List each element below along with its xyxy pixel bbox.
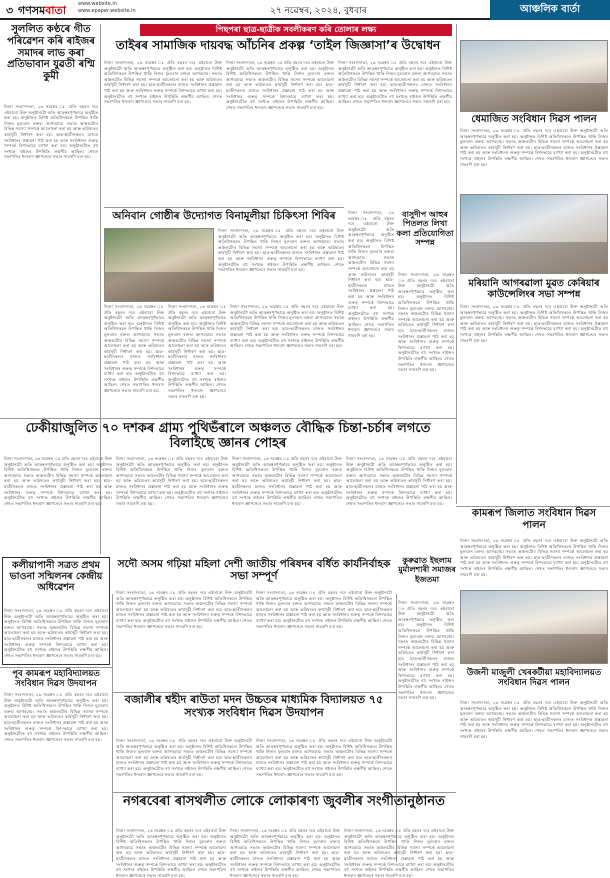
nagar-body-3: নিজা সংবাদদাতা, ২৬ নৱেম্বৰ ঃ প্ৰতি বছৰৰ দৰে এইবাৰো উক্ত অনুষ্ঠানটো অতি আড়ম্বৰপূৰ্ণভাৱে অনুষ্ঠিত কৰা হয়। অনুষ্ঠানত বিশিষ্ট অতিথিসকলে উপস্থিত থাকি নিজৰ মূল্যবান বক্তব্য আগবঢ়ায়। সভাত অঞ্চলটোৰ বিভিন্ন সমস্যা সম্পৰ্কে আলোচনা কৰা হয় আৰু ভৱিষ্যতৰ কাৰ্যসূচী নিৰ্ধাৰণ কৰা হয়। ছাত্ৰ-ছাত্ৰীসকলৰ মাজত সংবিধানৰ প্ৰস্তাৱনা পাঠ কৰা হয় আৰু সংবিধানৰ গুৰুত্ব সম্পৰ্কে বিশদভাৱে ব্যাখ্যা কৰা হয়। অনুষ্ঠানটোত বহু সংখ্যক ৰাইজৰ উপস্থিতি লক্ষণীয় আছিল। শেষত সভাপতিৰ ধন্যবাদ জ্ঞাপনেৰে সভাৰ সামৰণি মৰা হয়। <box>344 828 454 878</box>
main-body-2: নিজা সংবাদদাতা, ২৬ নৱেম্বৰ ঃ প্ৰতি বছৰৰ দৰে এইবাৰো উক্ত অনুষ্ঠানটো অতি আড়ম্বৰপূৰ্ণভাৱে অনুষ্ঠিত কৰা হয়। অনুষ্ঠানত বিশিষ্ট অতিথিসকলে উপস্থিত থাকি নিজৰ মূল্যবান বক্তব্য আগবঢ়ায়। সভাত অঞ্চলটোৰ বিভিন্ন সমস্যা সম্পৰ্কে আলোচনা কৰা হয় আৰু ভৱিষ্যতৰ কাৰ্যসূচী নিৰ্ধাৰণ কৰা হয়। ছাত্ৰ-ছাত্ৰীসকলৰ মাজত সংবিধানৰ প্ৰস্তাৱনা পাঠ কৰা হয় আৰু সংবিধানৰ গুৰুত্ব সম্পৰ্কে বিশদভাৱে ব্যাখ্যা কৰা হয়। অনুষ্ঠানটোত বহু সংখ্যক ৰাইজৰ উপস্থিতি লক্ষণীয় আছিল। শেষত সভাপতিৰ ধন্যবাদ জ্ঞাপনেৰে সভাৰ সামৰণি মৰা হয়। <box>226 60 334 110</box>
nagar-body-2: নিজা সংবাদদাতা, ২৬ নৱেম্বৰ ঃ প্ৰতি বছৰৰ দৰে এইবাৰো উক্ত অনুষ্ঠানটো অতি আড়ম্বৰপূৰ্ণভাৱে অনুষ্ঠিত কৰা হয়। অনুষ্ঠানত বিশিষ্ট অতিথিসকলে উপস্থিত থাকি নিজৰ মূল্যবান বক্তব্য আগবঢ়ায়। সভাত অঞ্চলটোৰ বিভিন্ন সমস্যা সম্পৰ্কে আলোচনা কৰা হয় আৰু ভৱিষ্যতৰ কাৰ্যসূচী নিৰ্ধাৰণ কৰা হয়। ছাত্ৰ-ছাত্ৰীসকলৰ মাজত সংবিধানৰ প্ৰস্তাৱনা পাঠ কৰা হয় আৰু সংবিধানৰ গুৰুত্ব সম্পৰ্কে বিশদভাৱে ব্যাখ্যা কৰা হয়। অনুষ্ঠানটোত বহু সংখ্যক ৰাইজৰ উপস্থিতি লক্ষণীয় আছিল। শেষত সভাপতিৰ ধন্যবাদ জ্ঞাপনেৰে সভাৰ সামৰণি মৰা হয়। <box>230 828 340 878</box>
purba-headline: পূব কামৰূপ মহাবিদ্যালয়ত সংবিধান দিৱস উদযাপন <box>12 669 100 690</box>
kurmi-body: নিজা সংবাদদাতা, ২৬ নৱেম্বৰ ঃ প্ৰতি বছৰৰ দৰে এইবাৰো উক্ত অনুষ্ঠানটো অতি আড়ম্বৰপূৰ্ণভাৱে অনুষ্ঠিত কৰা হয়। অনুষ্ঠানত বিশিষ্ট অতিথিসকলে উপস্থিত থাকি নিজৰ মূল্যবান বক্তব্য আগবঢ়ায়। সভাত অঞ্চলটোৰ বিভিন্ন সমস্যা সম্পৰ্কে আলোচনা কৰা হয় আৰু ভৱিষ্যতৰ কাৰ্যসূচী নিৰ্ধাৰণ কৰা হয়। ছাত্ৰ-ছাত্ৰীসকলৰ মাজত সংবিধানৰ প্ৰস্তাৱনা পাঠ কৰা হয় আৰু সংবিধানৰ গুৰুত্ব সম্পৰ্কে বিশদভাৱে ব্যাখ্যা কৰা হয়। অনুষ্ঠানটোত বহু সংখ্যক ৰাইজৰ উপস্থিতি লক্ষণীয় আছিল। শেষত সভাপতিৰ ধন্যবাদ জ্ঞাপনেৰে সভাৰ সামৰণি মৰা হয়। <box>398 600 454 701</box>
kali-body: নিজা সংবাদদাতা, ২৬ নৱেম্বৰ ঃ প্ৰতি বছৰৰ দৰে এইবাৰো উক্ত অনুষ্ঠানটো অতি আড়ম্বৰপূৰ্ণভাৱে অনুষ্ঠিত কৰা হয়। অনুষ্ঠানত বিশিষ্ট অতিথিসকলে উপস্থিত থাকি নিজৰ মূল্যবান বক্তব্য আগবঢ়ায়। সভাত অঞ্চলটোৰ বিভিন্ন সমস্যা সম্পৰ্কে আলোচনা কৰা হয় আৰু ভৱিষ্যতৰ কাৰ্যসূচী নিৰ্ধাৰণ কৰা হয়। ছাত্ৰ-ছাত্ৰীসকলৰ মাজত সংবিধানৰ প্ৰস্তাৱনা পাঠ কৰা হয় আৰু সংবিধানৰ গুৰুত্ব সম্পৰ্কে বিশদভাৱে ব্যাখ্যা কৰা হয়। অনুষ্ঠানটোত বহু সংখ্যক ৰাইজৰ উপস্থিতি লক্ষণীয় আছিল। শেষত সভাপতিৰ ধন্যবাদ জ্ঞাপনেৰে সভাৰ সামৰণি মৰা হয়। <box>4 608 108 658</box>
brand-logo <box>18 2 66 21</box>
bajali-body-1: নিজা সংবাদদাতা, ২৬ নৱেম্বৰ ঃ প্ৰতি বছৰৰ দৰে এইবাৰো উক্ত অনুষ্ঠানটো অতি আড়ম্বৰপূৰ্ণভাৱে অনুষ্ঠিত কৰা হয়। অনুষ্ঠানত বিশিষ্ট অতিথিসকলে উপস্থিত থাকি নিজৰ মূল্যবান বক্তব্য আগবঢ়ায়। সভাত অঞ্চলটোৰ বিভিন্ন সমস্যা সম্পৰ্কে আলোচনা কৰা হয় আৰু ভৱিষ্যতৰ কাৰ্যসূচী নিৰ্ধাৰণ কৰা হয়। ছাত্ৰ-ছাত্ৰীসকলৰ মাজত সংবিধানৰ প্ৰস্তাৱনা পাঠ কৰা হয় আৰু সংবিধানৰ গুৰুত্ব সম্পৰ্কে বিশদভাৱে ব্যাখ্যা কৰা হয়। অনুষ্ঠানটোত বহু সংখ্যক ৰাইজৰ উপস্থিতি লক্ষণীয় আছিল। শেষত সভাপতিৰ ধন্যবাদ জ্ঞাপনেৰে সভাৰ সামৰণি মৰা হয়। <box>116 738 252 777</box>
village-body-2: নিজা সংবাদদাতা, ২৬ নৱেম্বৰ ঃ প্ৰতি বছৰৰ দৰে এইবাৰো উক্ত অনুষ্ঠানটো অতি আড়ম্বৰপূৰ্ণভাৱে অনুষ্ঠিত কৰা হয়। অনুষ্ঠানত বিশিষ্ট অতিথিসকলে উপস্থিত থাকি নিজৰ মূল্যবান বক্তব্য আগবঢ়ায়। সভাত অঞ্চলটোৰ বিভিন্ন সমস্যা সম্পৰ্কে আলোচনা কৰা হয় আৰু ভৱিষ্যতৰ কাৰ্যসূচী নিৰ্ধাৰণ কৰা হয়। ছাত্ৰ-ছাত্ৰীসকলৰ মাজত সংবিধানৰ প্ৰস্তাৱনা পাঠ কৰা হয় আৰু সংবিধানৰ গুৰুত্ব সম্পৰ্কে বিশদভাৱে ব্যাখ্যা কৰা হয়। অনুষ্ঠানটোত বহু সংখ্যক ৰাইজৰ উপস্থিতি লক্ষণীয় আছিল। শেষত সভাপতিৰ ধন্যবাদ জ্ঞাপনেৰে সভাৰ সামৰণি মৰা হয়। <box>116 456 228 506</box>
village-body-4: নিজা সংবাদদাতা, ২৬ নৱেম্বৰ ঃ প্ৰতি বছৰৰ দৰে এইবাৰো উক্ত অনুষ্ঠানটো অতি আড়ম্বৰপূৰ্ণভাৱে অনুষ্ঠিত কৰা হয়। অনুষ্ঠানত বিশিষ্ট অতিথিসকলে উপস্থিত থাকি নিজৰ মূল্যবান বক্তব্য আগবঢ়ায়। সভাত অঞ্চলটোৰ বিভিন্ন সমস্যা সম্পৰ্কে আলোচনা কৰা হয় আৰু ভৱিষ্যতৰ কাৰ্যসূচী নিৰ্ধাৰণ কৰা হয়। ছাত্ৰ-ছাত্ৰীসকলৰ মাজত সংবিধানৰ প্ৰস্তাৱনা পাঠ কৰা হয় আৰু সংবিধানৰ গুৰুত্ব সম্পৰ্কে বিশদভাৱে ব্যাখ্যা কৰা হয়। অনুষ্ঠানটোত বহু সংখ্যক ৰাইজৰ উপস্থিতি লক্ষণীয় আছিল। শেষত সভাপতিৰ ধন্যবাদ জ্ঞাপনেৰে সভাৰ সামৰণি মৰা হয়। <box>346 456 452 506</box>
kali-headline: কলীয়াপানী সত্ৰত প্ৰথম ভাওনা সন্মিলনৰ কেন্দ্ৰীয় অধিৱেশন <box>9 560 103 594</box>
essay-body-2: নিজা সংবাদদাতা, ২৬ নৱেম্বৰ ঃ প্ৰতি বছৰৰ দৰে এইবাৰো উক্ত অনুষ্ঠানটো অতি আড়ম্বৰপূৰ্ণভাৱে অনুষ্ঠিত কৰা হয়। অনুষ্ঠানত বিশিষ্ট অতিথিসকলে উপস্থিত থাকি নিজৰ মূল্যবান বক্তব্য আগবঢ়ায়। সভাত অঞ্চলটোৰ বিভিন্ন সমস্যা সম্পৰ্কে আলোচনা কৰা হয় আৰু ভৱিষ্যতৰ কাৰ্যসূচী নিৰ্ধাৰণ কৰা হয়। ছাত্ৰ-ছাত্ৰীসকলৰ মাজত সংবিধানৰ প্ৰস্তাৱনা পাঠ কৰা হয় আৰু সংবিধানৰ গুৰুত্ব সম্পৰ্কে বিশদভাৱে ব্যাখ্যা কৰা হয়। অনুষ্ঠানটোত বহু সংখ্যক ৰাইজৰ উপস্থিতি লক্ষণীয় আছিল। শেষত সভাপতিৰ ধন্যবাদ জ্ঞাপনেৰে সভাৰ সামৰণি মৰা হয়। <box>398 272 454 373</box>
kamrup-photo <box>460 590 608 664</box>
mahila-headline: সদৌ অসম গঢ়িয়া মহিলা দেশী জাতীয় পৰিষদৰ বৰ্ধিত কাৰ্যনিৰ্বাহক সভা সম্পূৰ্ণ <box>117 558 391 583</box>
site-line1: www.website.in <box>78 1 117 7</box>
site-line2: www.epaper.website.in <box>78 8 136 14</box>
divider <box>0 418 456 419</box>
career-photo <box>460 194 608 274</box>
ujoni-headline: উজনী মাজুলী খেৰকটীয়া মহাবিদ্যালয়ত সংবিধান দিৱস পালন <box>466 668 602 689</box>
main-body-3: নিজা সংবাদদাতা, ২৬ নৱেম্বৰ ঃ প্ৰতি বছৰৰ দৰে এইবাৰো উক্ত অনুষ্ঠানটো অতি আড়ম্বৰপূৰ্ণভাৱে অনুষ্ঠিত কৰা হয়। অনুষ্ঠানত বিশিষ্ট অতিথিসকলে উপস্থিত থাকি নিজৰ মূল্যবান বক্তব্য আগবঢ়ায়। সভাত অঞ্চলটোৰ বিভিন্ন সমস্যা সম্পৰ্কে আলোচনা কৰা হয় আৰু ভৱিষ্যতৰ কাৰ্যসূচী নিৰ্ধাৰণ কৰা হয়। ছাত্ৰ-ছাত্ৰীসকলৰ মাজত সংবিধানৰ প্ৰস্তাৱনা পাঠ কৰা হয় আৰু সংবিধানৰ গুৰুত্ব সম্পৰ্কে বিশদভাৱে ব্যাখ্যা কৰা হয়। অনুষ্ঠানটোত বহু সংখ্যক ৰাইজৰ উপস্থিতি লক্ষণীয় আছিল। শেষত সভাপতিৰ ধন্যবাদ জ্ঞাপনেৰে সভাৰ সামৰণি মৰা হয়। <box>338 60 452 105</box>
column-rule <box>112 594 113 862</box>
issue-date: ২৭ নৱেম্বৰ, ২০২৪, বুধবাৰ <box>270 6 367 16</box>
dhemaji-body: নিজা সংবাদদাতা, ২৬ নৱেম্বৰ ঃ প্ৰতি বছৰৰ দৰে এইবাৰো উক্ত অনুষ্ঠানটো অতি আড়ম্বৰপূৰ্ণভাৱে অনুষ্ঠিত কৰা হয়। অনুষ্ঠানত বিশিষ্ট অতিথিসকলে উপস্থিত থাকি নিজৰ মূল্যবান বক্তব্য আগবঢ়ায়। সভাত অঞ্চলটোৰ বিভিন্ন সমস্যা সম্পৰ্কে আলোচনা কৰা হয় আৰু ভৱিষ্যতৰ কাৰ্যসূচী নিৰ্ধাৰণ কৰা হয়। ছাত্ৰ-ছাত্ৰীসকলৰ মাজত সংবিধানৰ প্ৰস্তাৱনা পাঠ কৰা হয় আৰু সংবিধানৰ গুৰুত্ব সম্পৰ্কে বিশদভাৱে ব্যাখ্যা কৰা হয়। অনুষ্ঠানটোত বহু সংখ্যক ৰাইজৰ উপস্থিতি লক্ষণীয় আছিল। শেষত সভাপতিৰ ধন্যবাদ জ্ঞাপনেৰে সভাৰ সামৰণি মৰা হয়। <box>460 128 608 167</box>
village-body-3: নিজা সংবাদদাতা, ২৬ নৱেম্বৰ ঃ প্ৰতি বছৰৰ দৰে এইবাৰো উক্ত অনুষ্ঠানটো অতি আড়ম্বৰপূৰ্ণভাৱে অনুষ্ঠিত কৰা হয়। অনুষ্ঠানত বিশিষ্ট অতিথিসকলে উপস্থিত থাকি নিজৰ মূল্যবান বক্তব্য আগবঢ়ায়। সভাত অঞ্চলটোৰ বিভিন্ন সমস্যা সম্পৰ্কে আলোচনা কৰা হয় আৰু ভৱিষ্যতৰ কাৰ্যসূচী নিৰ্ধাৰণ কৰা হয়। ছাত্ৰ-ছাত্ৰীসকলৰ মাজত সংবিধানৰ প্ৰস্তাৱনা পাঠ কৰা হয় আৰু সংবিধানৰ গুৰুত্ব সম্পৰ্কে বিশদভাৱে ব্যাখ্যা কৰা হয়। অনুষ্ঠানটোত বহু সংখ্যক ৰাইজৰ উপস্থিতি লক্ষণীয় আছিল। শেষত সভাপতিৰ ধন্যবাদ জ্ঞাপনেৰে সভাৰ সামৰণি মৰা হয়। <box>232 456 342 506</box>
kurmi-headline: কুৰুৱাত ইছলাম মুৰ্মালশাৰী সমাজৰ ইজতমা <box>398 556 456 584</box>
column-rule <box>396 594 397 862</box>
masthead <box>0 0 610 20</box>
column-rule <box>456 24 457 504</box>
camp-body-2: নিজা সংবাদদাতা, ২৬ নৱেম্বৰ ঃ প্ৰতি বছৰৰ দৰে এইবাৰো উক্ত অনুষ্ঠানটো অতি আড়ম্বৰপূৰ্ণভাৱে অনুষ্ঠিত কৰা হয়। অনুষ্ঠানত বিশিষ্ট অতিথিসকলে উপস্থিত থাকি নিজৰ মূল্যবান বক্তব্য আগবঢ়ায়। সভাত অঞ্চলটোৰ বিভিন্ন সমস্যা সম্পৰ্কে আলোচনা কৰা হয় আৰু ভৱিষ্যতৰ কাৰ্যসূচী নিৰ্ধাৰণ কৰা হয়। ছাত্ৰ-ছাত্ৰীসকলৰ মাজত সংবিধানৰ প্ৰস্তাৱনা পাঠ কৰা হয় আৰু সংবিধানৰ গুৰুত্ব সম্পৰ্কে বিশদভাৱে ব্যাখ্যা কৰা হয়। অনুষ্ঠানটোত বহু সংখ্যক ৰাইজৰ উপস্থিতি লক্ষণীয় আছিল। শেষত সভাপতিৰ ধন্যবাদ জ্ঞাপনেৰে সভাৰ সামৰণি মৰা হয়। <box>168 304 226 399</box>
purba-body: নিজা সংবাদদাতা, ২৬ নৱেম্বৰ ঃ প্ৰতি বছৰৰ দৰে এইবাৰো উক্ত অনুষ্ঠানটো অতি আড়ম্বৰপূৰ্ণভাৱে অনুষ্ঠিত কৰা হয়। অনুষ্ঠানত বিশিষ্ট অতিথিসকলে উপস্থিত থাকি নিজৰ মূল্যবান বক্তব্য আগবঢ়ায়। সভাত অঞ্চলটোৰ বিভিন্ন সমস্যা সম্পৰ্কে আলোচনা কৰা হয় আৰু ভৱিষ্যতৰ কাৰ্যসূচী নিৰ্ধাৰণ কৰা হয়। ছাত্ৰ-ছাত্ৰীসকলৰ মাজত সংবিধানৰ প্ৰস্তাৱনা পাঠ কৰা হয় আৰু সংবিধানৰ গুৰুত্ব সম্পৰ্কে বিশদভাৱে ব্যাখ্যা কৰা হয়। অনুষ্ঠানটোত বহু সংখ্যক ৰাইজৰ উপস্থিতি লক্ষণীয় আছিল। শেষত সভাপতিৰ ধন্যবাদ জ্ঞাপনেৰে সভাৰ সামৰণি মৰা হয়। <box>4 692 108 742</box>
ujoni-body: নিজা সংবাদদাতা, ২৬ নৱেম্বৰ ঃ প্ৰতি বছৰৰ দৰে এইবাৰো উক্ত অনুষ্ঠানটো অতি আড়ম্বৰপূৰ্ণভাৱে অনুষ্ঠিত কৰা হয়। অনুষ্ঠানত বিশিষ্ট অতিথিসকলে উপস্থিত থাকি নিজৰ মূল্যবান বক্তব্য আগবঢ়ায়। সভাত অঞ্চলটোৰ বিভিন্ন সমস্যা সম্পৰ্কে আলোচনা কৰা হয় আৰু ভৱিষ্যতৰ কাৰ্যসূচী নিৰ্ধাৰণ কৰা হয়। ছাত্ৰ-ছাত্ৰীসকলৰ মাজত সংবিধানৰ প্ৰস্তাৱনা পাঠ কৰা হয় আৰু সংবিধানৰ গুৰুত্ব সম্পৰ্কে বিশদভাৱে ব্যাখ্যা কৰা হয়। অনুষ্ঠানটোত বহু সংখ্যক ৰাইজৰ উপস্থিতি লক্ষণীয় আছিল। শেষত সভাপতিৰ ধন্যবাদ জ্ঞাপনেৰে সভাৰ সামৰণি মৰা হয়। <box>460 700 608 739</box>
camp-body-1: নিজা সংবাদদাতা, ২৬ নৱেম্বৰ ঃ প্ৰতি বছৰৰ দৰে এইবাৰো উক্ত অনুষ্ঠানটো অতি আড়ম্বৰপূৰ্ণভাৱে অনুষ্ঠিত কৰা হয়। অনুষ্ঠানত বিশিষ্ট অতিথিসকলে উপস্থিত থাকি নিজৰ মূল্যবান বক্তব্য আগবঢ়ায়। সভাত অঞ্চলটোৰ বিভিন্ন সমস্যা সম্পৰ্কে আলোচনা কৰা হয় আৰু ভৱিষ্যতৰ কাৰ্যসূচী নিৰ্ধাৰণ কৰা হয়। ছাত্ৰ-ছাত্ৰীসকলৰ মাজত সংবিধানৰ প্ৰস্তাৱনা পাঠ কৰা হয় আৰু সংবিধানৰ গুৰুত্ব সম্পৰ্কে বিশদভাৱে ব্যাখ্যা কৰা হয়। অনুষ্ঠানটোত বহু সংখ্যক ৰাইজৰ উপস্থিতি লক্ষণীয় আছিল। শেষত সভাপতিৰ ধন্যবাদ জ্ঞাপনেৰে সভাৰ সামৰণি মৰা হয়। <box>104 304 164 393</box>
page-number: ৩ <box>6 4 14 17</box>
bajali-body-2: নিজা সংবাদদাতা, ২৬ নৱেম্বৰ ঃ প্ৰতি বছৰৰ দৰে এইবাৰো উক্ত অনুষ্ঠানটো অতি আড়ম্বৰপূৰ্ণভাৱে অনুষ্ঠিত কৰা হয়। অনুষ্ঠানত বিশিষ্ট অতিথিসকলে উপস্থিত থাকি নিজৰ মূল্যবান বক্তব্য আগবঢ়ায়। সভাত অঞ্চলটোৰ বিভিন্ন সমস্যা সম্পৰ্কে আলোচনা কৰা হয় আৰু ভৱিষ্যতৰ কাৰ্যসূচী নিৰ্ধাৰণ কৰা হয়। ছাত্ৰ-ছাত্ৰীসকলৰ মাজত সংবিধানৰ প্ৰস্তাৱনা পাঠ কৰা হয় আৰু সংবিধানৰ গুৰুত্ব সম্পৰ্কে বিশদভাৱে ব্যাখ্যা কৰা হয়। অনুষ্ঠানটোত বহু সংখ্যক ৰাইজৰ উপস্থিতি লক্ষণীয় আছিল। শেষত সভাপতিৰ ধন্যবাদ জ্ঞাপনেৰে সভাৰ সামৰণি মৰা হয়। <box>256 738 392 777</box>
village-body-1: নিজা সংবাদদাতা, ২৬ নৱেম্বৰ ঃ প্ৰতি বছৰৰ দৰে এইবাৰো উক্ত অনুষ্ঠানটো অতি আড়ম্বৰপূৰ্ণভাৱে অনুষ্ঠিত কৰা হয়। অনুষ্ঠানত বিশিষ্ট অতিথিসকলে উপস্থিত থাকি নিজৰ মূল্যবান বক্তব্য আগবঢ়ায়। সভাত অঞ্চলটোৰ বিভিন্ন সমস্যা সম্পৰ্কে আলোচনা কৰা হয় আৰু ভৱিষ্যতৰ কাৰ্যসূচী নিৰ্ধাৰণ কৰা হয়। ছাত্ৰ-ছাত্ৰীসকলৰ মাজত সংবিধানৰ প্ৰস্তাৱনা পাঠ কৰা হয় আৰু সংবিধানৰ গুৰুত্ব সম্পৰ্কে বিশদভাৱে ব্যাখ্যা কৰা হয়। অনুষ্ঠানটোত বহু সংখ্যক ৰাইজৰ উপস্থিতি লক্ষণীয় আছিল। শেষত সভাপতিৰ ধন্যবাদ জ্ঞাপনেৰে সভাৰ সামৰণি মৰা হয়। <box>4 456 112 506</box>
dhemaji-photo <box>460 40 608 112</box>
essay-headline: বাসুদীপ আহুৰ পিতলত লিখা কলা প্ৰতিযোগিতা সম্পন্ন <box>396 210 454 248</box>
camp-headline: অনিবান গোষ্ঠীৰ উদ্যোগত বিনামূলীয়া চিকিৎসা শিবিৰ <box>112 210 336 222</box>
divider <box>112 792 456 793</box>
divider <box>104 207 344 208</box>
nagar-body-1: নিজা সংবাদদাতা, ২৬ নৱেম্বৰ ঃ প্ৰতি বছৰৰ দৰে এইবাৰো উক্ত অনুষ্ঠানটো অতি আড়ম্বৰপূৰ্ণভাৱে অনুষ্ঠিত কৰা হয়। অনুষ্ঠানত বিশিষ্ট অতিথিসকলে উপস্থিত থাকি নিজৰ মূল্যবান বক্তব্য আগবঢ়ায়। সভাত অঞ্চলটোৰ বিভিন্ন সমস্যা সম্পৰ্কে আলোচনা কৰা হয় আৰু ভৱিষ্যতৰ কাৰ্যসূচী নিৰ্ধাৰণ কৰা হয়। ছাত্ৰ-ছাত্ৰীসকলৰ মাজত সংবিধানৰ প্ৰস্তাৱনা পাঠ কৰা হয় আৰু সংবিধানৰ গুৰুত্ব সম্পৰ্কে বিশদভাৱে ব্যাখ্যা কৰা হয়। অনুষ্ঠানটোত বহু সংখ্যক ৰাইজৰ উপস্থিতি লক্ষণীয় আছিল। শেষত সভাপতিৰ ধন্যবাদ জ্ঞাপনেৰে সভাৰ সামৰণি মৰা হয়। <box>116 828 226 878</box>
nagar-headline: নগৰবেৰা ৰাসথলীত লোকে লোকাৰণ্য জুবলীৰ সংগীতানুষ্ঠানত <box>123 794 445 809</box>
main-body-1: নিজা সংবাদদাতা, ২৬ নৱেম্বৰ ঃ প্ৰতি বছৰৰ দৰে এইবাৰো উক্ত অনুষ্ঠানটো অতি আড়ম্বৰপূৰ্ণভাৱে অনুষ্ঠিত কৰা হয়। অনুষ্ঠানত বিশিষ্ট অতিথিসকলে উপস্থিত থাকি নিজৰ মূল্যবান বক্তব্য আগবঢ়ায়। সভাত অঞ্চলটোৰ বিভিন্ন সমস্যা সম্পৰ্কে আলোচনা কৰা হয় আৰু ভৱিষ্যতৰ কাৰ্যসূচী নিৰ্ধাৰণ কৰা হয়। ছাত্ৰ-ছাত্ৰীসকলৰ মাজত সংবিধানৰ প্ৰস্তাৱনা পাঠ কৰা হয় আৰু সংবিধানৰ গুৰুত্ব সম্পৰ্কে বিশদভাৱে ব্যাখ্যা কৰা হয়। অনুষ্ঠানটোত বহু সংখ্যক ৰাইজৰ উপস্থিতি লক্ষণীয় আছিল। শেষত সভাপতিৰ ধন্যবাদ জ্ঞাপনেৰে সভাৰ সামৰণি মৰা হয়। <box>104 60 222 105</box>
mahila-body-1: নিজা সংবাদদাতা, ২৬ নৱেম্বৰ ঃ প্ৰতি বছৰৰ দৰে এইবাৰো উক্ত অনুষ্ঠানটো অতি আড়ম্বৰপূৰ্ণভাৱে অনুষ্ঠিত কৰা হয়। অনুষ্ঠানত বিশিষ্ট অতিথিসকলে উপস্থিত থাকি নিজৰ মূল্যবান বক্তব্য আগবঢ়ায়। সভাত অঞ্চলটোৰ বিভিন্ন সমস্যা সম্পৰ্কে আলোচনা কৰা হয় আৰু ভৱিষ্যতৰ কাৰ্যসূচী নিৰ্ধাৰণ কৰা হয়। ছাত্ৰ-ছাত্ৰীসকলৰ মাজত সংবিধানৰ প্ৰস্তাৱনা পাঠ কৰা হয় আৰু সংবিধানৰ গুৰুত্ব সম্পৰ্কে বিশদভাৱে ব্যাখ্যা কৰা হয়। অনুষ্ঠানটোত বহু সংখ্যক ৰাইজৰ উপস্থিতি লক্ষণীয় আছিল। শেষত সভাপতিৰ ধন্যবাদ জ্ঞাপনেৰে সভাৰ সামৰণি মৰা হয়। <box>116 590 252 629</box>
top-banner: পিছপৰা ছাত্ৰ-ছাত্ৰীক সবলীকৰণ কৰি তোলাৰ লক্ষ্য <box>140 24 452 36</box>
divider <box>0 667 112 668</box>
left-top-body: নিজা সংবাদদাতা, ২৬ নৱেম্বৰ ঃ প্ৰতি বছৰৰ দৰে এইবাৰো উক্ত অনুষ্ঠানটো অতি আড়ম্বৰপূৰ্ণভাৱে অনুষ্ঠিত কৰা হয়। অনুষ্ঠানত বিশিষ্ট অতিথিসকলে উপস্থিত থাকি নিজৰ মূল্যবান বক্তব্য আগবঢ়ায়। সভাত অঞ্চলটোৰ বিভিন্ন সমস্যা সম্পৰ্কে আলোচনা কৰা হয় আৰু ভৱিষ্যতৰ কাৰ্যসূচী নিৰ্ধাৰণ কৰা হয়। ছাত্ৰ-ছাত্ৰীসকলৰ মাজত সংবিধানৰ প্ৰস্তাৱনা পাঠ কৰা হয় আৰু সংবিধানৰ গুৰুত্ব সম্পৰ্কে বিশদভাৱে ব্যাখ্যা কৰা হয়। অনুষ্ঠানটোত বহু সংখ্যক ৰাইজৰ উপস্থিতি লক্ষণীয় আছিল। শেষত সভাপতিৰ ধন্যবাদ জ্ঞাপনেৰে সভাৰ সামৰণি মৰা হয়। <box>4 104 98 160</box>
left-top-headline: সুললিত কণ্ঠৰে গীত পৰিৱেশন কৰি ৰাইজৰ সমাদৰ লাভ কৰা প্ৰতিভাবান যুৱতী ৰশ্মি কুমী <box>7 24 95 83</box>
divider <box>456 506 610 507</box>
camp-body-3: নিজা সংবাদদাতা, ২৬ নৱেম্বৰ ঃ প্ৰতি বছৰৰ দৰে এইবাৰো উক্ত অনুষ্ঠানটো অতি আড়ম্বৰপূৰ্ণভাৱে অনুষ্ঠিত কৰা হয়। অনুষ্ঠানত বিশিষ্ট অতিথিসকলে উপস্থিত থাকি নিজৰ মূল্যবান বক্তব্য আগবঢ়ায়। সভাত অঞ্চলটোৰ বিভিন্ন সমস্যা সম্পৰ্কে আলোচনা কৰা হয় আৰু ভৱিষ্যতৰ কাৰ্যসূচী নিৰ্ধাৰণ কৰা হয়। ছাত্ৰ-ছাত্ৰীসকলৰ মাজত সংবিধানৰ প্ৰস্তাৱনা পাঠ কৰা হয় আৰু সংবিধানৰ গুৰুত্ব সম্পৰ্কে বিশদভাৱে ব্যাখ্যা কৰা হয়। অনুষ্ঠানটোত বহু সংখ্যক ৰাইজৰ উপস্থিতি লক্ষণীয় আছিল। শেষত সভাপতিৰ ধন্যবাদ জ্ঞাপনেৰে সভাৰ সামৰণি মৰা হয়। <box>218 228 344 273</box>
bajali-headline: বজালীৰ শ্বহীদ ৰাউতা মদন উচ্চতৰ মাধ্যমিক বিদ্যালয়ত ৭৫ সংখ্যক সংবিধান দিৱস উদযাপন <box>124 693 384 719</box>
section-label: আঞ্চলিক বাৰ্তা <box>490 0 610 20</box>
camp-photo <box>104 228 214 302</box>
essay-body-1: নিজা সংবাদদাতা, ২৬ নৱেম্বৰ ঃ প্ৰতি বছৰৰ দৰে এইবাৰো উক্ত অনুষ্ঠানটো অতি আড়ম্বৰপূৰ্ণভাৱে অনুষ্ঠিত কৰা হয়। অনুষ্ঠানত বিশিষ্ট অতিথিসকলে উপস্থিত থাকি নিজৰ মূল্যবান বক্তব্য আগবঢ়ায়। সভাত অঞ্চলটোৰ বিভিন্ন সমস্যা সম্পৰ্কে আলোচনা কৰা হয় আৰু ভৱিষ্যতৰ কাৰ্যসূচী নিৰ্ধাৰণ কৰা হয়। ছাত্ৰ-ছাত্ৰীসকলৰ মাজত সংবিধানৰ প্ৰস্তাৱনা পাঠ কৰা হয় আৰু সংবিধানৰ গুৰুত্ব সম্পৰ্কে বিশদভাৱে ব্যাখ্যা কৰা হয়। অনুষ্ঠানটোত বহু সংখ্যক ৰাইজৰ উপস্থিতি লক্ষণীয় আছিল। শেষত সভাপতিৰ ধন্যবাদ জ্ঞাপনেৰে সভাৰ সামৰণি মৰা হয়। <box>348 210 394 339</box>
kamrup-headline: কামৰূপ জিলাত সংবিধান দিৱস পালন <box>471 508 597 531</box>
kamrup-body: নিজা সংবাদদাতা, ২৬ নৱেম্বৰ ঃ প্ৰতি বছৰৰ দৰে এইবাৰো উক্ত অনুষ্ঠানটো অতি আড়ম্বৰপূৰ্ণভাৱে অনুষ্ঠিত কৰা হয়। অনুষ্ঠানত বিশিষ্ট অতিথিসকলে উপস্থিত থাকি নিজৰ মূল্যবান বক্তব্য আগবঢ়ায়। সভাত অঞ্চলটোৰ বিভিন্ন সমস্যা সম্পৰ্কে আলোচনা কৰা হয় আৰু ভৱিষ্যতৰ কাৰ্যসূচী নিৰ্ধাৰণ কৰা হয়। ছাত্ৰ-ছাত্ৰীসকলৰ মাজত সংবিধানৰ প্ৰস্তাৱনা পাঠ কৰা হয় আৰু সংবিধানৰ গুৰুত্ব সম্পৰ্কে বিশদভাৱে ব্যাখ্যা কৰা হয়। অনুষ্ঠানটোত বহু সংখ্যক ৰাইজৰ উপস্থিতি লক্ষণীয় আছিল। শেষত সভাপতিৰ ধন্যবাদ জ্ঞাপনেৰে সভাৰ সামৰণি মৰা হয়। <box>460 538 608 577</box>
site-links <box>78 1 136 15</box>
main-headline: তাইৰৰ সামাজিক দায়বদ্ধ আঁচনিৰ প্ৰকল্প ‘তাইল জিজ্ঞাসা’ৰ উদ্বোধন <box>115 38 441 52</box>
career-body: নিজা সংবাদদাতা, ২৬ নৱেম্বৰ ঃ প্ৰতি বছৰৰ দৰে এইবাৰো উক্ত অনুষ্ঠানটো অতি আড়ম্বৰপূৰ্ণভাৱে অনুষ্ঠিত কৰা হয়। অনুষ্ঠানত বিশিষ্ট অতিথিসকলে উপস্থিত থাকি নিজৰ মূল্যবান বক্তব্য আগবঢ়ায়। সভাত অঞ্চলটোৰ বিভিন্ন সমস্যা সম্পৰ্কে আলোচনা কৰা হয় আৰু ভৱিষ্যতৰ কাৰ্যসূচী নিৰ্ধাৰণ কৰা হয়। ছাত্ৰ-ছাত্ৰীসকলৰ মাজত সংবিধানৰ প্ৰস্তাৱনা পাঠ কৰা হয় আৰু সংবিধানৰ গুৰুত্ব সম্পৰ্কে বিশদভাৱে ব্যাখ্যা কৰা হয়। অনুষ্ঠানটোত বহু সংখ্যক ৰাইজৰ উপস্থিতি লক্ষণীয় আছিল। শেষত সভাপতিৰ ধন্যবাদ জ্ঞাপনেৰে সভাৰ সামৰণি মৰা হয়। <box>460 304 608 343</box>
brand-main: গণসম <box>18 4 46 17</box>
camp-body-4: নিজা সংবাদদাতা, ২৬ নৱেম্বৰ ঃ প্ৰতি বছৰৰ দৰে এইবাৰো উক্ত অনুষ্ঠানটো অতি আড়ম্বৰপূৰ্ণভাৱে অনুষ্ঠিত কৰা হয়। অনুষ্ঠানত বিশিষ্ট অতিথিসকলে উপস্থিত থাকি নিজৰ মূল্যবান বক্তব্য আগবঢ়ায়। সভাত অঞ্চলটোৰ বিভিন্ন সমস্যা সম্পৰ্কে আলোচনা কৰা হয় আৰু ভৱিষ্যতৰ কাৰ্যসূচী নিৰ্ধাৰণ কৰা হয়। ছাত্ৰ-ছাত্ৰীসকলৰ মাজত সংবিধানৰ প্ৰস্তাৱনা পাঠ কৰা হয় আৰু সংবিধানৰ গুৰুত্ব সম্পৰ্কে বিশদভাৱে ব্যাখ্যা কৰা হয়। অনুষ্ঠানটোত বহু সংখ্যক ৰাইজৰ উপস্থিতি লক্ষণীয় আছিল। শেষত সভাপতিৰ ধন্যবাদ জ্ঞাপনেৰে সভাৰ সামৰণি মৰা হয়। <box>230 304 344 349</box>
brand-accent: বাতা <box>45 4 67 17</box>
village-headline: ঢেকীয়াজুলিত ৭০ দশকৰ গ্ৰাম্য পুথিভঁৰালে অঞ্চলত বৌদ্ধিক চিন্তা-চৰ্চাৰ লগতে বিলাইছে জ্ঞানৰ পোহৰ <box>25 421 431 452</box>
career-headline: মৰিয়ানি আগৰৱালা মুৱত কেৰিয়াৰ কাউন্সেলিংৰ সভা সম্পন্ন <box>468 278 600 301</box>
mahila-body-2: নিজা সংবাদদাতা, ২৬ নৱেম্বৰ ঃ প্ৰতি বছৰৰ দৰে এইবাৰো উক্ত অনুষ্ঠানটো অতি আড়ম্বৰপূৰ্ণভাৱে অনুষ্ঠিত কৰা হয়। অনুষ্ঠানত বিশিষ্ট অতিথিসকলে উপস্থিত থাকি নিজৰ মূল্যবান বক্তব্য আগবঢ়ায়। সভাত অঞ্চলটোৰ বিভিন্ন সমস্যা সম্পৰ্কে আলোচনা কৰা হয় আৰু ভৱিষ্যতৰ কাৰ্যসূচী নিৰ্ধাৰণ কৰা হয়। ছাত্ৰ-ছাত্ৰীসকলৰ মাজত সংবিধানৰ প্ৰস্তাৱনা পাঠ কৰা হয় আৰু সংবিধানৰ গুৰুত্ব সম্পৰ্কে বিশদভাৱে ব্যাখ্যা কৰা হয়। অনুষ্ঠানটোত বহু সংখ্যক ৰাইজৰ উপস্থিতি লক্ষণীয় আছিল। শেষত সভাপতিৰ ধন্যবাদ জ্ঞাপনেৰে সভাৰ সামৰণি মৰা হয়। <box>256 590 392 629</box>
dhemaji-headline: ধেমাজিত সংবিধান দিৱস পালন <box>471 114 597 125</box>
